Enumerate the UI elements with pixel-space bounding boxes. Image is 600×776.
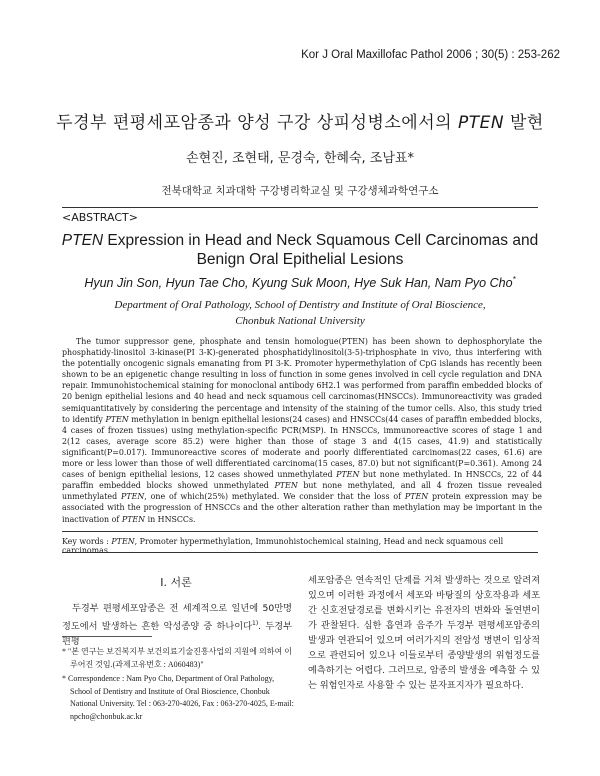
abstract-gene-5: PTEN — [404, 492, 429, 502]
section-heading-introduction: I. 서론 — [160, 576, 192, 589]
authors-en-names: Hyun Jin Son, Hyun Tae Cho, Kyung Suk Moon, Hye Suk Han, Nam Pyo Cho — [84, 276, 513, 291]
authors-english — [0, 275, 600, 290]
abstract-text-4: but none methylated, and all 4 frozen tissue revealed unmethylated — [62, 481, 542, 502]
corresponding-mark: * — [512, 275, 516, 284]
title-en-line1 — [0, 231, 600, 250]
abstract-text-3: but none methylated. In HNSCCs, 22 of 44 paraffin embedded blocks showed unmethylated — [62, 470, 542, 491]
authors-korean: 손현진, 조현태, 문경숙, 한혜숙, 조남표* — [186, 151, 414, 166]
abstract-text-1: The tumor suppressor gene, phosphate and tensin homologue(PTEN) has been shown to dephosphorylate the phosphatidy-linositol 3-kinase(PI 3-K)-generated phosphatidylinositol(3-5)-triphosphate in vivo, thus interfering with the potentially oncogenic signals emanating from PI 3-K. Promoter hypermethylation of CpG islands has recently been shown to be an epigenetic change resulting in loss of function in some genes involved in cell cycle regulation and DNA repair. Immunohistochemical staining for monoclonal antibody 6H2.1 was performed from paraffin embedded blocks of 20 benign epithelial lesions and 40 head and neck squamous cell carcinomas(HNSCCs). Immunoreactivity was graded semiquantitatively by considering the percentage and intensity of the staining of the tumor cells. Also, this study tried to identify — [62, 337, 542, 424]
title-en-line2: Benign Oral Epithelial Lesions — [196, 251, 404, 268]
title-ko-before: 두경부 편평세포암종과 양성 구강 상피성병소에서의 — [56, 113, 458, 133]
title-en-line1-rest: Expression in Head and Neck Squamous Cell Carcinomas and — [103, 232, 539, 249]
abstract-gene-6: PTEN — [121, 514, 146, 524]
title-ko-after: 발현 — [504, 113, 544, 133]
keywords-bottom-rule — [62, 552, 538, 553]
title-ko-gene: PTEN — [457, 113, 505, 133]
intro-left-tail: . 두경부 편평 — [62, 621, 292, 648]
journal-reference: Kor J Oral Maxillofac Pathol 2006 ; 30(5) : 253-262 — [301, 49, 560, 61]
title-en-gene: PTEN — [61, 232, 104, 249]
abstract-text-5: , one of which(25%) methylated. We consider that the loss of — [144, 492, 405, 502]
title-english — [0, 231, 600, 269]
abstract-label: <ABSTRACT> — [62, 211, 138, 224]
footnote-correspondence: * Correspondence : Nam Pyo Cho, Department of Oral Pathology, School of Dentistry and Institute of Oral Bioscience, Chonbuk National University. Tel : 063-270-4026, Fax : 063-270-4025, E-mail: npcho@chonbuk.ac.kr — [62, 674, 294, 721]
department-line1: Department of Oral Pathology, School of Dentistry and Institute of Oral Bioscience, — [114, 299, 486, 311]
footnotes — [62, 646, 294, 725]
abstract-gene-2: PTEN — [336, 470, 360, 480]
abstract-text-6: protein expression may be associated with the progression of HNSCCs and the other alteration rather than methylation may be important in the inactivation of — [62, 492, 542, 524]
department-english — [0, 297, 600, 329]
keywords-list: , Promoter hypermethylation, Immunohistochemical staining, Head and neck squamous cell carcinomas — [62, 537, 504, 555]
department-line2: Chonbuk National University — [235, 315, 365, 327]
affiliation-korean: 전북대학교 치과대학 구강병리학교실 및 구강생체과학연구소 — [161, 185, 439, 197]
abstract-text-7: in HNSCCs. — [145, 514, 196, 524]
keywords-top-rule — [62, 531, 538, 532]
intro-left-text: 두경부 편평세포암종은 전 세계적으로 일년에 50만명 정도에서 발생하는 흔한 악성종양 중 하나이다 — [62, 603, 292, 633]
citation-ref[interactable]: 1) — [252, 620, 259, 627]
intro-left-column — [62, 601, 292, 649]
keywords-label: Key words : — [62, 537, 112, 546]
abstract-text-2: methylation in benign epithelial lesions(24 cases) and HNSCCs(44 cases of paraffin embedded blocks, 4 cases of frozen tissues) using methylation-specific PCR(MSP). In HNSCCs, immunoreactive scores of stage 1 and 2(12 cases, average score 85.2) were higher than those of stage 3 and 4(15 cases, 41.9) and statistically significant(P=0.017). Immunoreactive scores of moderate and poorly differentiated carcinomas(22 cases, 61.6) are more or less lower than those of well differentiated carcinoma(15 cases, 87.0) but not significant(P=0.361). Among 24 cases of benign epithelial lesions, 12 cases showed unmethylated — [62, 414, 543, 480]
keywords-gene: PTEN — [111, 537, 135, 546]
abstract-gene-3: PTEN — [274, 481, 298, 491]
intro-right-column: 세포암종은 연속적인 단계를 거쳐 발생하는 것으로 알려져 있으며 이러한 과정에서 세포와 바탕질의 상호작용과 세포간 신호전달경로를 변화시키는 유전자의 변화와 돌연변이가 관찰된다. 심한 흡연과 음주가 두경부 편평세포암종의 발생과 연관되어 있으며 여러가지의 전암성 병변이 임상적으로 관련되어 있으나 이들로부터 종양발생의 위험정도를 예측하기는 어렵다. 그러므로, 암종의 발생을 예측할 수 있는 위험인자로 사용할 수 있는 분자표지자가 필요하다. — [308, 575, 540, 691]
abstract-top-rule — [62, 207, 538, 208]
abstract-gene-4: PTEN — [121, 492, 145, 502]
abstract-gene-1: PTEN — [105, 414, 129, 424]
footnote-rule — [62, 636, 152, 637]
title-korean — [0, 108, 600, 133]
abstract-body — [62, 336, 542, 525]
footnote-funding: * "본 연구는 보건복지부 보건의료기술진흥사업의 지원에 의하여 이루어진 것임.(과제고유번호 : A060483)" — [62, 647, 292, 669]
